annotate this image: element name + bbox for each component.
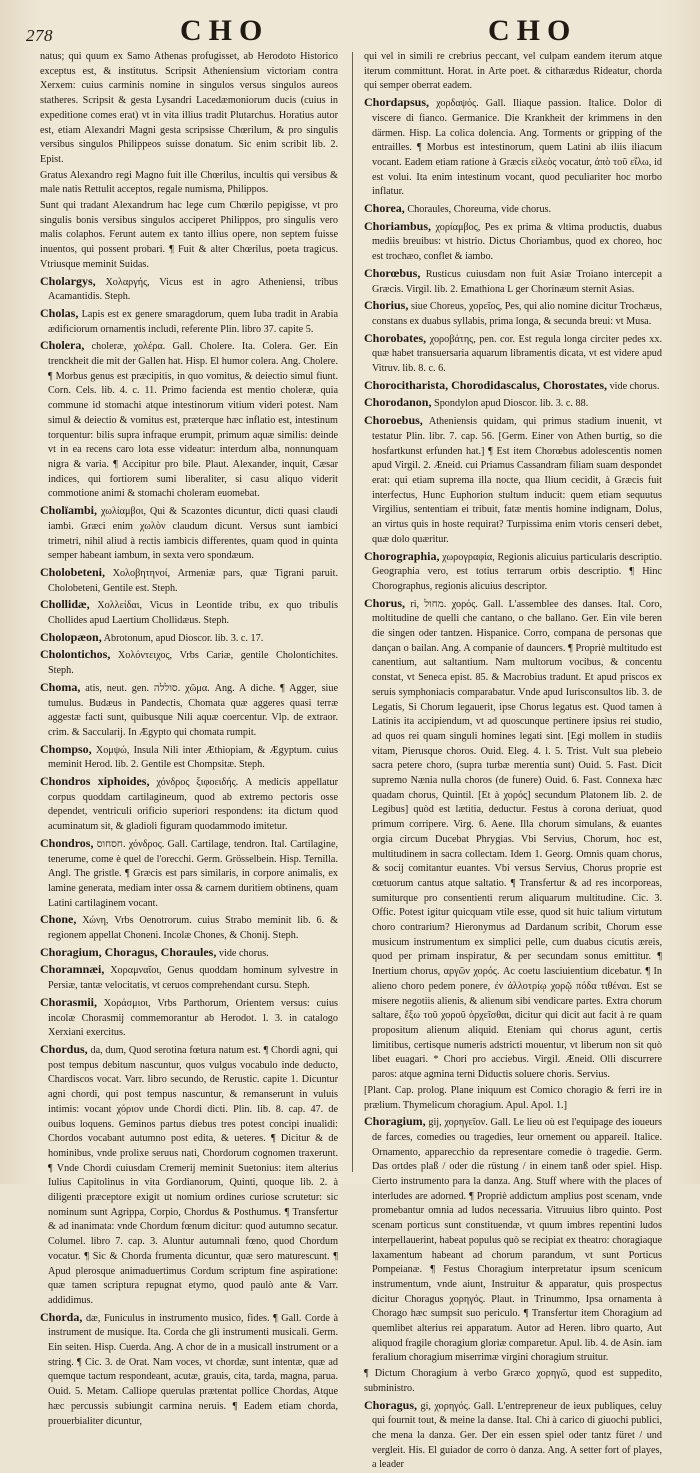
entry-continuation: [364, 50, 662, 94]
entry-text: Χώνη, Vrbs Oenotrorum. cuius Strabo meminit lib. 6. & regionem appellat Choneni. Incolæ Chones, & Chonij. Steph.: [48, 915, 338, 942]
entry-text: χόνδρος ξιφοειδής. A medicis appellatur corpus quoddam cartilagineum, quod ab extremo pectoris osse dependet, ventriculi orificio superiori respondens: ita dictum quod acuminatum sit, & gladioli figuram quodammodo imitetur.: [48, 777, 338, 833]
entry-text: qui vel in simili re crebrius peccant, vel culpam eandem iterum atque iterum committunt. Horat. in Arte poet. & citharædus Rideatur, chorda qui semper oberrat eadem.: [364, 51, 662, 92]
dictionary-entry: [40, 565, 338, 596]
running-head-right: CHO: [488, 14, 578, 47]
entry-text: Spondylon apud Dioscor. lib. 3. c. 88.: [434, 398, 589, 410]
entry-text: vide chorus.: [609, 380, 660, 392]
entry-headword: Cholontichos,: [40, 647, 111, 662]
dictionary-entry: [40, 1310, 338, 1430]
dictionary-entry: [364, 378, 662, 395]
entry-text: Choraules, Choreuma, vide chorus.: [407, 204, 552, 216]
dictionary-entry: [364, 266, 662, 297]
entry-headword: Cholas,: [40, 305, 79, 320]
entry-text: Abrotonum, apud Dioscor. lib. 3. c. 17.: [103, 632, 264, 644]
entry-headword: Choragium, Choragus, Choraules,: [40, 944, 217, 959]
entry-text: ri, מחול. χορός. Gall. L'assemblee des danses. Ital. Coro, moltitudine de quelli che cantano, o che ballano. Ger. Ein vile beren die singen oder tantzen. Hispanice. Corro, compana de personas que dançan o bailan. Ang. A companie of dauncers. ¶ Propriè multitudo est canentium, aut saltantium. Nam multorum vocibus, & concentu constat, vt Seneca epist. 85. & Macrobius tradunt. Et apud priscos ex seruis symphoniacis comparabatur. Vnde apud Iurisconsultos lib. 3. de Legatis, Si Chorum legauerit, ipse Chorus legatus est. Quod tamen à Latinis ita accipiendum, vt ad quoscunque pertinere ipsius rei studio, ad quos rei quam singuli homines legati sint. [Egi mollem in studiis vitam, Pierusque choros. Ouid. Eleg. 4. l. 5. Trist. Vult sua plebeio sacra petere choro, (supra turbæ merentia sunt) Ouid. 5. Fast. Dicit supremo Nænia nulla choros (de funere) Ouid. 6. Fast. Connexa hæc quadam chorus, Quintil. [Et à χορός] secundum Platonem lib. 2. de Legibus] quòd est lætitia, deductur. Festus à corona deriuat, quod primum corripere. Virg. 6. Aene. Illa chorum simulans, & euantes orgia circum Ducebat Phrygias. Vbi Servius, Chorum, hoc est, multitudinem in sacra collectam. Idem 1. Georg. Omnis quam chorus, & socij comitantur euantes. Vbi versus Servius, Chorus proprie est cœtuorum cantus atque saltatio. ¶ Transfertur & ad res incorporeas, sumiturque pro consentienti rerum aliquarum multitudine. Cic. 3. Offic. Potest igitur quicquam vtile esse, quod sit huic talium virtutum choro contrarium? Hieronymus ad Dardanum scribit, Chorum esse musicum instrumentum ex simplici pelle, cum duabus cicutis æreis, quod per primam inspiratur, & per secundam sonus emittitur. ¶ Inertium chorus, αργῶν χορός. Ac coetu lasciuientium dicebatur. ¶ In alieno choro pedem ponere, ἐν ἀλλοτρίῳ χορῷ πόδα τιθέναι. Est se misere negotiis alienis, & alienum sibi vendicare partes. Extra chorum saltare, ἔξω τοῦ χοροῦ ὀρχεῖσθαι, dicitur qui dicit aut facit à re quam propositum alienum aliquid. Eteniam qui chorus agunt, certis limitibus, certisque numeris adstricti mouentur, vt liberum non sit quò libet euagari. * Chori pro acciebus. Virgil. Æneid. Olli discurrere paros: atque agmina terni Diductis soluere choris. Servius.: [372, 598, 662, 1081]
dictionary-entry: [40, 774, 338, 835]
entry-text: gi, χορηγός. Gall. L'entrepreneur de ieux publiques, celuy qui fournit tout, & meine la danse. Ital. Chi à carico di giuochi publici, che mena la danza. Ger. Der ein essen spiel oder tantz füret / und vergleit. His. El guiador de corro ò danza. Ang. A setter fort of playes, a leader: [372, 1400, 663, 1471]
entry-headword: Choroebus,: [364, 413, 423, 428]
entry-text: Χολαργής, Vicus est in agro Atheniensi, tribus Acamantidis. Steph.: [48, 276, 339, 303]
right-column: [364, 50, 663, 1471]
entry-text: χορίαμβος, Pes ex prima & vltima productis, duabus mediis breuibus: vt histrio. Dictus Choriambus, quod ex choreo, hoc est trochæo, conflet & iambo.: [372, 221, 663, 263]
entry-headword: Chondros xiphoides,: [40, 774, 150, 789]
entry-headword: Chondros,: [40, 835, 94, 850]
entry-headword: Choramnæi,: [40, 962, 105, 977]
entry-headword: Chorda,: [40, 1309, 83, 1324]
left-column: [40, 50, 339, 1427]
entry-headword: Chordapsus,: [364, 95, 430, 110]
entry-headword: Cholera,: [40, 338, 85, 353]
entry-text: Χοράσμιοι, Vrbs Parthorum, Orientem versus: cuius incolæ Chorasmij commemorantur ab Herodot. l. 3. in catalogo Xerxiani exercitus.: [48, 997, 338, 1039]
entry-text: choleræ, χολέρα. Gall. Cholere. Ita. Colera. Ger. Ein trenckheit die mit der Gallen hat. Hisp. El humor colera. Ang. Cholere. ¶ Morbus genus est præcipitis, in quo vomitus, & deiectio simul fiunt. Corn. Cels. lib. 4. c. 11. Primo facienda est mentio choleræ, quia commune id stomachi atque intestinorum vitium videri potest. Nam simul & deiectio & vomitus est, præterque hæc inflatio est, intestinum torquentur: bilis supra infraque erumpit, primum aquæ similis: deinde vt in ea recens caro lota esse videatur: interdum alba, nonnunquam nigra & varia. ¶ Accipitur pro bile. Plaut. Alexander, inquit, Cæsar indices, qui fortiorem sumi liberaliter, si casu aliquo viderit commotione animi & stomachi choleram euomebat.: [48, 341, 339, 500]
dictionary-entry: [364, 413, 662, 547]
entry-text: da, dum, Quod serotina fœtura natum est. ¶ Chordi agni, qui post tempus debitum nascuntur, quos vulgus vocabulo inde deducto, Chardiscos vocat. Varr. libro secundo, de Rerustic. capite 1. Dicuntur agni chordi, qui post tempus nascuntur, & remanserunt in vuluis intimis: vocant χόριον unde Chordi dicti. Plin. lib. 8. cap. 47. de ouibus loquens. Geminos partus diebus tres potest concipi inualidi: Chordos vocabant autumno post edita, & ueteres. ¶ Dicitur & de hominibus, vnde prolixe seruus nati, Chordorum cognomen traxerunt. ¶ Vnde Chordi cuiusdam Cremerij meminit Suetonius: item alterius Iulius Capitolinus in vita Gordianorum, Quinti, quoque lib. 2. à diligenti præceptore exigit ut nomium ordines curiose scrutetur: sic nominum sunt Agrippa, Corpio, Chordus & Posthumus. ¶ Transfertur & ad inanimata: vnde Chordum fœnum dicitur: quod autumno secatur. Columel. libro 7. cap. 3. Aluntur autumnali fœno, quod Chordum vocatur. ¶ Sic & Chorda frumenta dicuntur, quæ sero maturescunt. ¶ Apud plerosque animaduertimus Cordum scriptum fine aspiratione: quæ tamen scriptura repugnat etymo, quod paulò ante & Varr. addidimus.: [48, 1045, 338, 1306]
entry-text: Rusticus cuiusdam non fuit Asiæ Troiano intercepit a Græcis. Virgil. lib. 2. Emathiona L ger Chorinæum sternit Asias.: [372, 268, 662, 295]
entry-text: חסחוס. χόνδρος. Gall. Cartilage, tendron. Ital. Cartilagine, tenerume, come è quel de l'orecchi. Germ. Grösselbein. Hisp. Ternilla. Angl. The gristle. ¶ Græcis est pars similaris, in corpore animalis, ex lamine generata, mediam inter ossa & carnem duritiem obtinens, quam Latini cartilaginem vocant.: [48, 838, 339, 909]
entry-headword: Chorœbus,: [364, 265, 421, 280]
dictionary-entry: [364, 95, 662, 200]
dictionary-entry: [40, 742, 338, 773]
entry-headword: Cholïambi,: [40, 503, 98, 518]
entry-text: Χολοβητηνοί, Armeniæ pars, quæ Tigrani paruit. Cholobeteni, Gentile est. Steph.: [48, 567, 339, 594]
dictionary-entry: [40, 836, 338, 912]
dictionary-entry: [40, 597, 338, 628]
entry-headword: Chorographia,: [364, 548, 440, 563]
entry-headword: Cholargys,: [40, 273, 96, 288]
page-header: [0, 8, 700, 48]
entry-continuation: [364, 1084, 662, 1113]
dictionary-entry: [364, 395, 662, 412]
entry-text: Atheniensis quidam, qui primus stadium inuenit, vt testatur Plin. libr. 7. cap. 56. [Germ. Einer von Athen burtig, so die hosfartkunst erfunden hat.] ¶ Est item Chorœbus adolescentis nomen apud Virgil. 2. Æneid. cui Priamus Cassandram filiam suam despondet erat: qui etiam suprema illa nocte, qua Ilium cecidit, à Græcis fuit interfectus, Hunc Euphorion stultum inducit: quem etiam sequutus Virgilius, sententiam ei tribuit, fatæ mentis homine indignam, Dolus, an virtus quis in hoste requirat? Turpissima enim vtoris censeri debet, quæ dolo quæritur.: [372, 416, 662, 545]
entry-headword: Chorus,: [364, 595, 406, 610]
entry-text: χορδαψός. Gall. Iliaque passion. Italice. Dolor di viscere di fianco. Germanice. Die Krankheit der krimmens in den därmen. Hisp. La colica dolencia. Ang. Torments or gripping of the entrailles. ¶ Morbus est intestinorum, quem Latini ab iliis iliacum vocant. Eadem etiam ratione à Græcis εἰλεὸς vocatur, ἀπὸ τοῦ εἴλω, id est volui. Ita enim intestinum vocant, quod peculiariter hoc morbo inflatur.: [372, 98, 663, 198]
entry-headword: Chorocitharista, Chorodidascalus, Chorostates,: [364, 377, 608, 392]
dictionary-entry: [40, 503, 338, 564]
entry-headword: Chollidæ,: [40, 597, 90, 612]
dictionary-entry: [40, 995, 338, 1041]
entry-headword: Chompso,: [40, 741, 92, 756]
entry-text: siue Choreus, χορεῖος, Pes, qui alio nomine dicitur Trochæus, constans ex duabus syllabis, prima longa, & secunda breui: vt Musa.: [372, 301, 662, 327]
dictionary-entry: [364, 596, 662, 1083]
dictionary-entry: [40, 962, 338, 993]
entry-headword: Chorius,: [364, 298, 409, 313]
column-divider: [352, 52, 353, 1172]
entry-continuation: [364, 1367, 662, 1396]
dictionary-entry: [364, 331, 662, 377]
entry-headword: Chone,: [40, 912, 77, 927]
dictionary-entry: [364, 201, 662, 218]
entry-continuation: [40, 169, 338, 198]
entry-headword: Cholopæon,: [40, 629, 102, 644]
dictionary-entry: [364, 298, 662, 329]
entry-continuation: [40, 50, 338, 168]
entry-headword: Chordus,: [40, 1042, 88, 1056]
entry-headword: Cholobeteni,: [40, 564, 106, 579]
dictionary-entry: [40, 912, 338, 943]
entry-headword: Chorea,: [364, 201, 405, 216]
entry-text: Χολόντειχος, Vrbs Cariæ, gentile Cholontichites. Steph.: [48, 650, 339, 677]
dictionary-entry: [40, 1042, 338, 1309]
entry-continuation: [40, 199, 338, 273]
dictionary-entry: [40, 647, 338, 678]
page-number: 278: [26, 26, 53, 45]
dictionary-entry: [40, 274, 338, 305]
entry-headword: Chorodanon,: [364, 395, 432, 410]
entry-headword: Choragus,: [364, 1397, 418, 1412]
entry-text: χωρογραφία, Regionis alicuius particularis descriptio. Geographia vero, est totius terrarum orbis descriptio. ¶ Hinc Chorographus, regionis alicuius descriptor.: [372, 551, 663, 592]
entry-text: Χοραμναῖοι, Genus quoddam hominum sylvestre in Persiæ, tantæ velocitatis, vt ceruos comprehendant cursu. Steph.: [48, 965, 338, 992]
entry-text: χοροβάτης, pen. cor. Est regula longa circiter pedes xx. quæ habet transuersaria aquarum libramentis dicata, vt est videre apud Vitruv. lib. 8. c. 6.: [372, 333, 663, 375]
entry-headword: Chorasmii,: [40, 994, 97, 1009]
entry-text: gij, χορηγεῖον. Gall. Le lieu où est l'equipage des ioueurs de farces, comedies ou tragedies, leur ornement ou appareil. Italice. Ornamento, apparecchio da representare comedie ò tragedie. Germ. Das ortdes plaß / oder die rüstung / in einem tanß oder spiel. Hisp. Cierto instrumento para la danza. Ang. Stuff where with the places of interludes are adorned. ¶ Propriè addictum amplius post scenam, vnde promebantur omnia ad ludos necessaria. Vitruuius libro quinto. Post scenam porticus sunt constituendæ, vt quum imbres repentini ludos interpellauerint, habeat populus quò se recipiat ex theatro: choragiaque laxamentum habeant ad chorum parandum, vt sunt Porticus Pompeianæ. ¶ Festus Choragium interpretatur ipsum scenicum instrumentum, vnde aiunt, Instruitur & apparatur, quis prospectus dicitur Choragus χορηγός. Plaut. in Trinummo, Ipsa ornamenta à Chorago hæc sumpsit suo periculo. ¶ Transfertur item Choragium ad quemlibet alterius rei apparatum. Autor ad Heren. libro quarto, Aut aliquod fragile choragium gloriæ comparetur. Apul. lib. 4. de Asin. iam feralium choragium miserrimæ virgini choragium struitur.: [372, 1117, 663, 1364]
dictionary-entry: [364, 549, 662, 595]
dictionary-entry: [40, 680, 338, 741]
entry-headword: Choriambus,: [364, 218, 432, 233]
dictionary-entry: [40, 338, 338, 502]
entry-text: [Plant. Cap. prolog. Plane iniquum est Comico choragio & ferri ire in prælium. Thymelicum choragium. Apul. Apol. 1.]: [364, 1084, 662, 1111]
dictionary-entry: [40, 630, 338, 647]
entry-text: Sunt qui tradant Alexandrum hac lege cum Chœrilo pepigisse, vt pro singulis bonis versibus singulos acciperet Philippos, pro singulis vero malis colaphos. Ferunt autem ex tanto illius opere, non septem fuisse inuentos, qui possent probari. ¶ Fuit & alter Chœrilus, poeta tragicus. Vtriusque meminit Suidas.: [40, 200, 338, 270]
dictionary-entry: [40, 306, 338, 337]
entry-text: Χομψώ, Insula Nili inter Æthiopiam, & Ægyptum. cuius meminit Herod. lib. 2. Gentile est Chompsitæ. Steph.: [48, 744, 338, 771]
entry-headword: Choma,: [40, 679, 81, 694]
entry-headword: Chorobates,: [364, 330, 427, 345]
entry-text: Gratus Alexandro regi Magno fuit ille Chœrilus, incultis qui versibus & male natis Rettulit acceptos, regale numisma, Philippos.: [40, 169, 338, 196]
entry-text: atis, neut. gen. סוללה. χῶμα. Ang. A diche. ¶ Agger, siue tumulus. Budæus in Pandectis, Chomata quæ aggeres quasi terræ aggestæ facti sunt, quibusque Nili aquæ coercentur. Vlp. de extraor. crim. & Saccularij. In Ægypto qui chomata rumpit.: [48, 682, 338, 738]
entry-text: ¶ Dictum Choragium à verbo Græco χορηγῶ, quod est suppedito, subministro.: [364, 1368, 662, 1394]
dictionary-entry: [364, 1398, 662, 1473]
running-head-left: CHO: [180, 14, 270, 47]
dictionary-entry: [40, 945, 338, 962]
entry-text: Χολλείδαι, Vicus in Leontide tribu, ex quo tribulis Chollides apud Laertium Chollidæus. Steph.: [48, 600, 338, 627]
dictionary-entry: [364, 219, 662, 265]
dictionary-entry: [364, 1114, 662, 1366]
entry-text: natus; qui quum ex Samo Athenas profugisset, ab Herodoto Historico exceptus est, & institutus. Scripsit Atheniensium victoriam contra Xerxem: cuius carminis nomine in singulos versus singulos aureos statheres. Scripsit & gesta Lysandri Lacedæmoniorum ducis (cuius in expeditione comes erat) vt in vita illius tradit Plutarchus. Horatius autor est, etiam Alexandri Magni gesta scripsisse Chœrilum, & pro singulis versibus singulos Philippeos suisse donatum. Sic enim scribit lib. 2. Epist.: [40, 51, 338, 165]
entry-text: χωλίαμβοι, Qui & Scazontes dicuntur, dicti quasi claudi iambi. Græci enim χωλὸν claudum dicunt. Versus sunt iambici trimetri, nihil aliud à rectis iambicis differentes, quam quod in quinta semper habeant iambum, in sexta vero spondæum.: [48, 506, 338, 562]
entry-text: dæ, Funiculus in instrumento musico, fides. ¶ Gall. Corde à instrument de musique. Ita. Corda che gli instrumenti musicali. Germ. Ein seiten. Hisp. Cuerda. Ang. A chor de in a musicall instrument or a string. ¶ Cic. 3. de Orat. Nam voces, vt chordæ, sunt intentæ, quæ ad quemque tactum respondeant, acutæ, grauis, cita, tarda, magna, parua. Ouid. 5. Metam. Calliope querulas prætentat pollice Chordas, Atque hæc percussis subiungit carmina neruis. ¶ Eadem etiam chorda, prouerbialiter dicuntur,: [48, 1312, 339, 1427]
entry-text: Lapis est ex genere smaragdorum, quem Iuba tradit in Arabia ædificiorum ornamentis includi, referente Plin. libro 37. capite 5.: [48, 308, 338, 335]
entry-text: vide chorus.: [218, 947, 269, 959]
entry-headword: Choragium,: [364, 1114, 426, 1129]
